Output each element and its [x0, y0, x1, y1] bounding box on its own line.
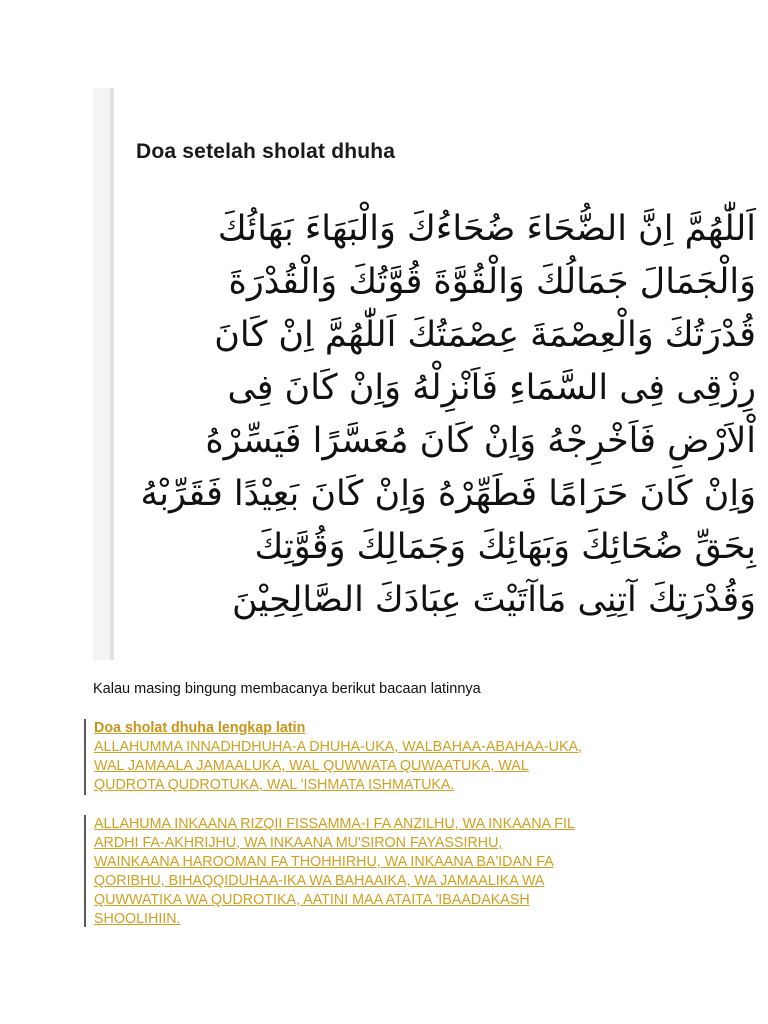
latin-line[interactable]: ALLAHUMMA INNADHDHUHA-A DHUHA-UKA, WALBAHAA-ABAHAA-UKA,: [94, 739, 583, 755]
arabic-line: وَقُدْرَتِكَ آتِنِى مَاآتَيْتَ عِبَادَكَ الصَّالِحِيْنَ: [231, 580, 756, 620]
arabic-line: اَللّٰهُمَّ اِنَّ الضُّحَاءَ ضُحَاءُكَ وَالْبَهَاءَ بَهَائُكَ: [217, 209, 756, 249]
latin-line[interactable]: ALLAHUMA INKAANA RIZQII FISSAMMA-I FA ANZILHU, WA INKAANA FIL: [94, 816, 575, 832]
latin-quote-block-1: [84, 719, 582, 795]
latin-line[interactable]: QUWWATIKA WA QUDROTIKA, AATINI MAA ATAITA 'IBAADAKASH: [94, 892, 530, 908]
latin-line[interactable]: ARDHI FA-AKHRIJHU, WA INKAANA MU'SIRON FAYASSIRHU,: [94, 835, 503, 851]
latin-line[interactable]: QUDROTA QUDROTUKA, WAL 'ISHMATA ISHMATUKA.: [94, 777, 455, 793]
arabic-prayer-text: [120, 203, 756, 627]
latin-line[interactable]: WAL JAMAALA JAMAALUKA, WAL QUWWATA QUWAATUKA, WAL: [94, 758, 529, 774]
arabic-line: وَالْجَمَالَ جَمَالُكَ وَالْقُوَّةَ قُوَّتُكَ وَالْقُدْرَةَ: [228, 262, 756, 302]
latin-quote-block-2: [84, 815, 575, 927]
latin-line[interactable]: SHOOLIHIIN.: [94, 911, 181, 927]
latin-quote-title[interactable]: Doa sholat dhuha lengkap latin: [94, 720, 306, 736]
arabic-line: وَاِنْ كَانَ حَرَامًا فَطَهِّرْهُ وَاِنْ كَانَ بَعِيْدًا فَقَرِّبْهُ: [140, 474, 756, 514]
latin-line[interactable]: WAINKAANA HAROOMAN FA THOHHIRHU, WA INKAANA BA'IDAN FA: [94, 854, 554, 870]
arabic-line: رِزْقِى فِى السَّمَاءِ فَاَنْزِلْهُ وَاِنْ كَانَ فِى: [227, 368, 756, 408]
arabic-line: بِحَقِّ ضُحَائِكَ وَبَهَائِكَ وَجَمَالِكَ وَقُوَّتِكَ: [254, 527, 756, 567]
intro-text: Kalau masing bingung membacanya berikut bacaan latinnya: [93, 681, 481, 697]
arabic-line: اْلاَرْضِ فَاَخْرِجْهُ وَاِنْ كَانَ مُعَسَّرًا فَيَسِّرْهُ: [205, 421, 756, 461]
latin-line[interactable]: QORIBHU, BIHAQQIDUHAA-IKA WA BAHAAIKA, WA JAMAALIKA WA: [94, 873, 545, 889]
arabic-line: قُدْرَتُكَ وَالْعِصْمَةَ عِصْمَتُكَ اَللّٰهُمَّ اِنْ كَانَ: [214, 315, 756, 355]
doa-title: Doa setelah sholat dhuha: [136, 140, 396, 163]
